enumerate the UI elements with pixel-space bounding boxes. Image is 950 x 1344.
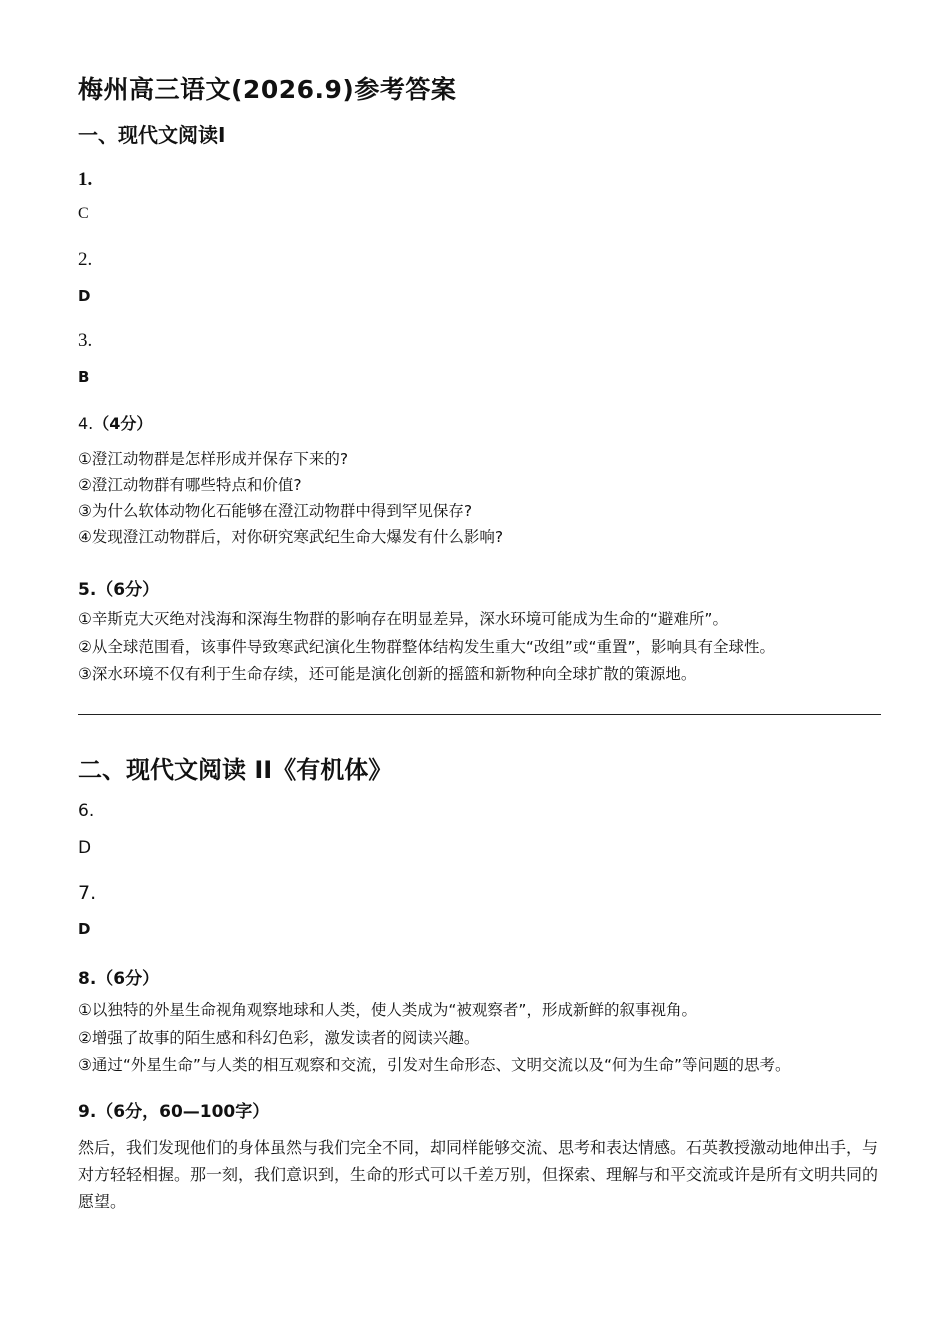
question-9-answer: 然后，我们发现他们的身体虽然与我们完全不同，却同样能够交流、思考和表达情感。石英教授激动地伸出手，与对方轻轻相握。那一刻，我们意识到，生命的形式可以千差万别，但探索、理解与和平交流或许是所有文明共同的愿望。 — [78, 1138, 879, 1211]
question-4-header — [78, 411, 152, 434]
question-1-answer: C — [78, 205, 89, 222]
question-4-number: 4. — [78, 414, 94, 433]
question-2-number: 2. — [78, 249, 93, 270]
question-7-number: 7. — [78, 882, 97, 904]
section-2-heading: 二、现代文阅读 II《有机体》 — [78, 756, 393, 784]
question-6-number: 6. — [78, 801, 95, 821]
question-6-answer: D — [78, 838, 92, 858]
question-4-list — [78, 446, 503, 550]
question-8-list — [78, 997, 791, 1080]
question-2-answer: D — [78, 287, 91, 305]
list-item: ②从全球范围看，该事件导致寒武纪演化生物群整体结构发生重大“改组”或“重置”，影响具有全球性。 — [78, 637, 776, 656]
question-3-number: 3. — [78, 330, 93, 351]
list-item: ③为什么软体动物化石能够在澄江动物群中得到罕见保存? — [78, 502, 473, 520]
question-5-header: 5.（6分） — [78, 580, 160, 600]
question-7-answer: D — [78, 920, 91, 938]
list-item: ②澄江动物群有哪些特点和价值? — [78, 476, 302, 494]
list-item: ③深水环境不仅有利于生命存续，还可能是演化创新的摇篮和新物种向全球扩散的策源地。 — [78, 665, 697, 683]
list-item: ①澄江动物群是怎样形成并保存下来的? — [78, 450, 349, 468]
list-item: ①以独特的外星生命视角观察地球和人类，使人类成为“被观察者”，形成新鲜的叙事视角。 — [78, 1001, 697, 1019]
question-9-header: 9.（6分，60—100字） — [78, 1102, 270, 1122]
list-item: ③通过“外星生命”与人类的相互观察和交流，引发对生命形态、文明交流以及“何为生命”等问题的思考。 — [78, 1056, 791, 1074]
question-3-answer: B — [78, 368, 90, 386]
question-8-header: 8.（6分） — [78, 969, 160, 989]
question-1-number: 1. — [78, 169, 93, 190]
page-title: 梅州高三语文(2026.9)参考答案 — [78, 75, 457, 104]
section-1-heading: 一、现代文阅读I — [78, 123, 226, 147]
list-item: ②增强了故事的陌生感和科幻色彩，激发读者的阅读兴趣。 — [78, 1028, 480, 1047]
list-item: ④发现澄江动物群后，对你研究寒武纪生命大爆发有什么影响? — [78, 528, 504, 546]
section-divider — [78, 714, 881, 715]
list-item: ①辛斯克大灭绝对浅海和深海生物群的影响存在明显差异，深水环境可能成为生命的“避难所”。 — [78, 610, 728, 628]
question-4-score: （4分） — [93, 414, 153, 433]
question-5-list — [78, 606, 775, 689]
